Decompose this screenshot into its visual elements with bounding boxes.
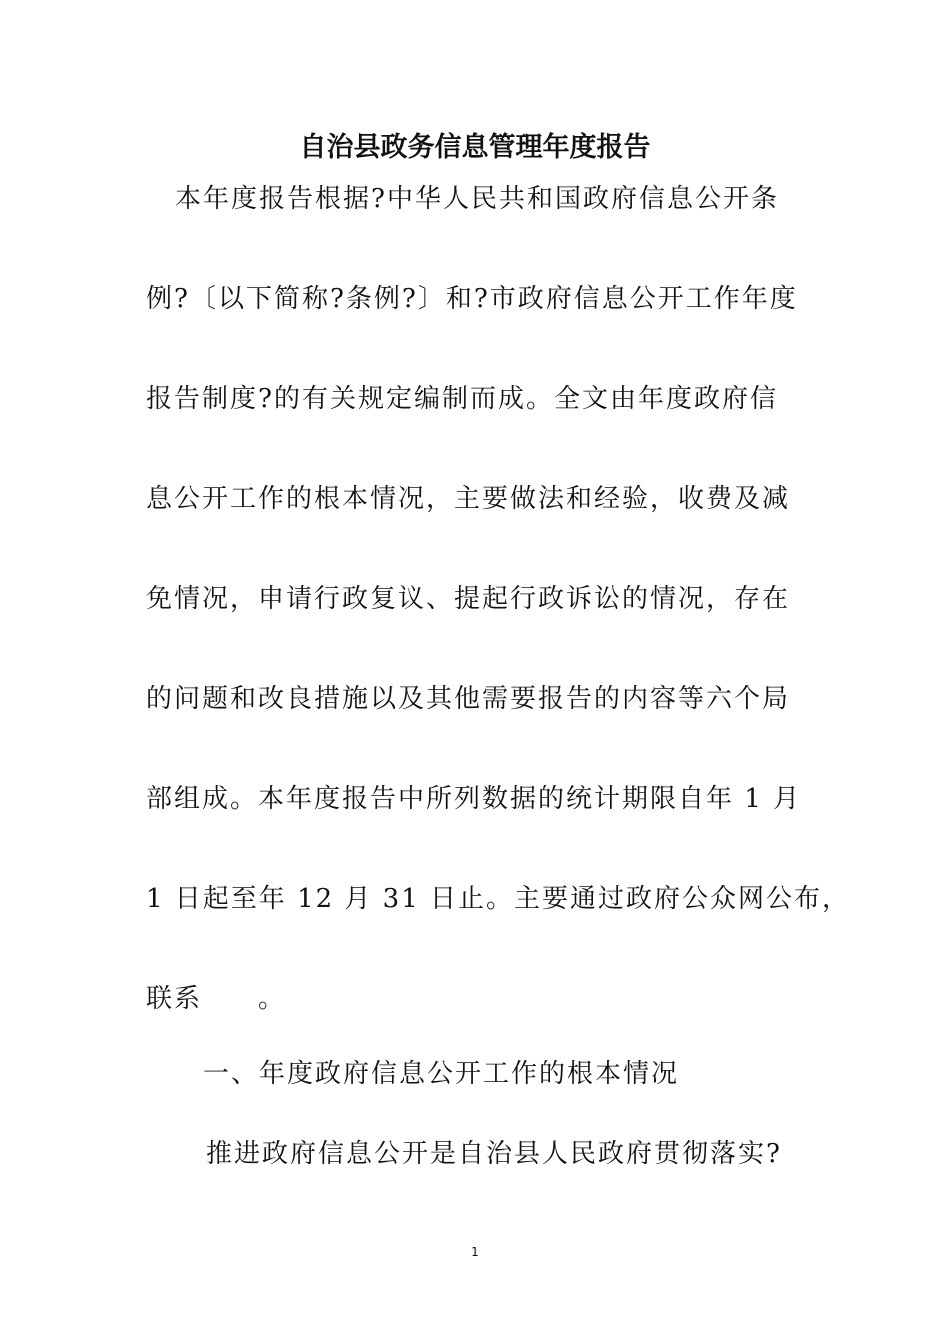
body-line-5: 免情况，申请行政复议、提起行政诉讼的情况，存在 bbox=[146, 584, 791, 614]
body-line-10: 推进政府信息公开是自治县人民政府贯彻落实? bbox=[206, 1139, 782, 1169]
body-line-6: 的问题和改良措施以及其他需要报告的内容等六个局 bbox=[146, 684, 791, 714]
body-line-4: 息公开工作的根本情况，主要做法和经验，收费及减 bbox=[146, 484, 791, 514]
section-heading-1: 一、年度政府信息公开工作的根本情况 bbox=[203, 1059, 680, 1089]
page-number: 1 bbox=[471, 1245, 479, 1259]
body-line-9: 联系 。 bbox=[146, 984, 287, 1014]
body-line-1: 本年度报告根据?中华人民共和国政府信息公开条 bbox=[175, 184, 779, 214]
document-title: 自治县政务信息管理年度报告 bbox=[299, 132, 651, 163]
body-line-2: 例?〔以下简称?条例?〕和?市政府信息公开工作年度 bbox=[146, 284, 798, 314]
body-line-8: 1 日起至年 12 月 31 日止。主要通过政府公众网公布， bbox=[146, 884, 851, 914]
body-line-7: 部组成。本年度报告中所列数据的统计期限自年 1 月 bbox=[146, 784, 802, 814]
body-line-3: 报告制度?的有关规定编制而成。全文由年度政府信 bbox=[146, 384, 778, 414]
